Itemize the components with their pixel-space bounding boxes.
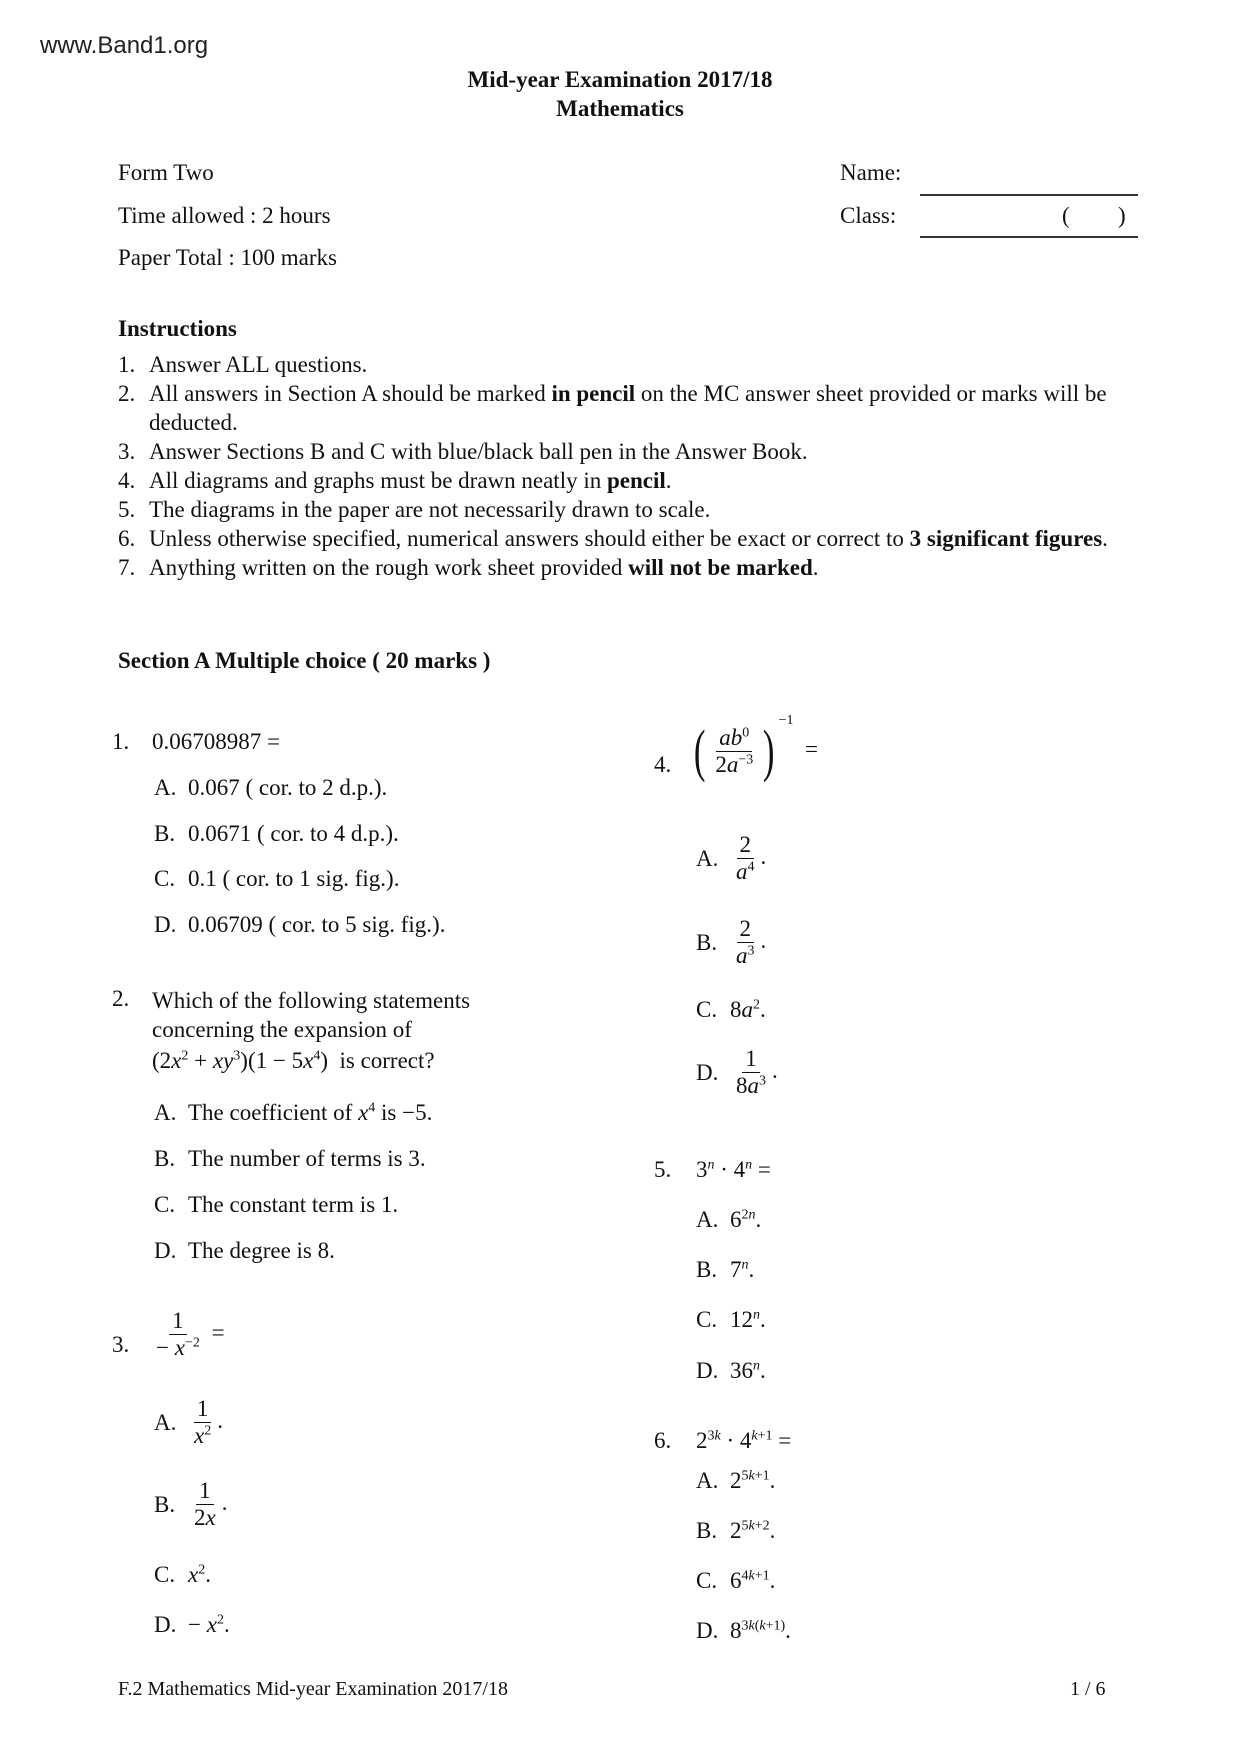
option-a: A. $\frac{2}{a^4}$ . [696,832,767,884]
time-allowed: Time allowed : 2 hours [118,203,331,228]
question-stem: Which of the following statements concerning the expansion of $(2x^2 + xy^3)(1 - 5x^4)$ is correct? [152,988,471,1073]
option-d: D. The degree is 8. [154,1238,335,1263]
option-a: A. $\frac{1}{x^2}$ . [154,1396,223,1448]
option-b: B. $2^{5k+2}$. [696,1518,776,1543]
subject-title: Mathematics [556,96,684,121]
exam-title: Mid-year Examination 2017/18 [467,67,773,92]
instructions-heading: Instructions [118,316,237,341]
instruction-number: 4. [118,468,136,493]
instruction-number: 7. [118,555,136,580]
name-label: Name: [840,160,902,185]
instruction-item [118,350,1130,379]
instruction-item [118,553,1130,582]
option-b: B. $\frac{2}{a^3}$ . [696,916,767,968]
expression: $(2x^2 + xy^3)(1 - 5x^4)$ is correct? [152,1048,435,1073]
emphasis-text: will not be marked [628,555,813,580]
option-b: B. The number of terms is 3. [154,1146,426,1171]
page-number: 1 / 6 [1070,1678,1106,1700]
instruction-number: 1. [118,352,136,377]
option-c: C. $x^2$. [154,1562,211,1587]
option-a: A. 0.067 ( cor. to 2 d.p.). [154,775,388,800]
question-number: 1. [112,729,130,754]
instruction-number: 6. [118,526,136,551]
question-stem: $3^n \cdot 4^n$ = [696,1157,771,1182]
class-number-open-paren: ( [1062,203,1070,228]
option-b: B. 0.0671 ( cor. to 4 d.p.). [154,821,399,846]
question-number: 3. [112,1332,130,1357]
option-c: C. The constant term is 1. [154,1192,399,1217]
question-stem: 0.06708987 = [152,729,280,754]
instruction-text: All diagrams and graphs must be drawn neatly in [149,468,607,493]
option-d: D. $8^{3k(k+1)}$. [696,1618,791,1643]
paper-total: Paper Total : 100 marks [118,245,337,270]
instructions-list [118,350,1130,582]
class-label: Class: [840,203,897,228]
question-stem: ( $\frac{ab^0}{2a^{-3}}$ ) $^{-1}$ = [693,712,818,783]
class-number-close-paren: ) [1118,203,1126,228]
instruction-item [118,437,1130,466]
instruction-text: Unless otherwise specified, numerical answers should either be exact or correct to [149,526,910,551]
footer-title: F.2 Mathematics Mid-year Examination 2017/18 [118,1678,508,1700]
option-a: A. $2^{5k+1}$. [696,1468,776,1493]
question-stem: $2^{3k} \cdot 4^{k+1}$ = [696,1428,792,1453]
instruction-item [118,495,1130,524]
instruction-item [118,524,1130,553]
instruction-number: 3. [118,439,136,464]
website-watermark: www.Band1.org [40,32,209,59]
instruction-text: . [1102,526,1108,551]
option-b: B. 7$^n$. [696,1257,755,1282]
question-number: 4. [654,752,672,777]
option-c: C. $6^{4k+1}$. [696,1568,776,1593]
option-c: C. 12$^n$. [696,1307,766,1332]
emphasis-text: in pencil [551,381,636,406]
name-field-line[interactable] [920,194,1138,196]
question-number: 6. [654,1428,672,1453]
question-number: 2. [112,986,130,1011]
option-d: D. $\frac{1}{8a^3}$ . [696,1046,778,1098]
emphasis-text: pencil [606,468,666,493]
instruction-text: . [665,468,672,493]
instruction-number: 5. [118,497,136,522]
instruction-text: The diagrams in the paper are not necessarily drawn to scale. [149,497,711,522]
instruction-text: Answer ALL questions. [149,352,368,377]
instruction-text: All answers in Section A should be marked [149,381,552,406]
question-stem: $\frac{1}{- x^{-2}}$ = [156,1308,225,1360]
option-d: D. − $x^2$. [154,1612,230,1637]
option-d: D. 0.06709 ( cor. to 5 sig. fig.). [154,912,446,937]
option-d: D. 36$^n$. [696,1358,766,1383]
emphasis-text: 3 significant figures [909,526,1103,551]
instruction-item [118,379,1130,437]
option-b: B. $\frac{1}{2x}$ . [154,1478,228,1530]
instruction-number: 2. [118,381,136,406]
instruction-text: Answer Sections B and C with blue/black ball pen in the Answer Book. [149,439,808,464]
option-c: C. 0.1 ( cor. to 1 sig. fig.). [154,866,400,891]
class-field-line[interactable] [920,236,1138,238]
section-a-heading: Section A Multiple choice ( 20 marks ) [118,648,491,673]
option-c: C. $8a^2$. [696,997,766,1022]
option-a: A. $6^{2n}$. [696,1207,762,1232]
form-level: Form Two [118,160,214,185]
option-a: A. The coefficient of $x^4$ is −5. [154,1100,433,1125]
instruction-text: Anything written on the rough work sheet provided [149,555,629,580]
instruction-text: . [812,555,819,580]
instruction-item [118,466,1130,495]
question-number: 5. [654,1157,672,1182]
instruction-text: on the MC answer sheet provided or marks will be deducted. [149,381,1107,435]
